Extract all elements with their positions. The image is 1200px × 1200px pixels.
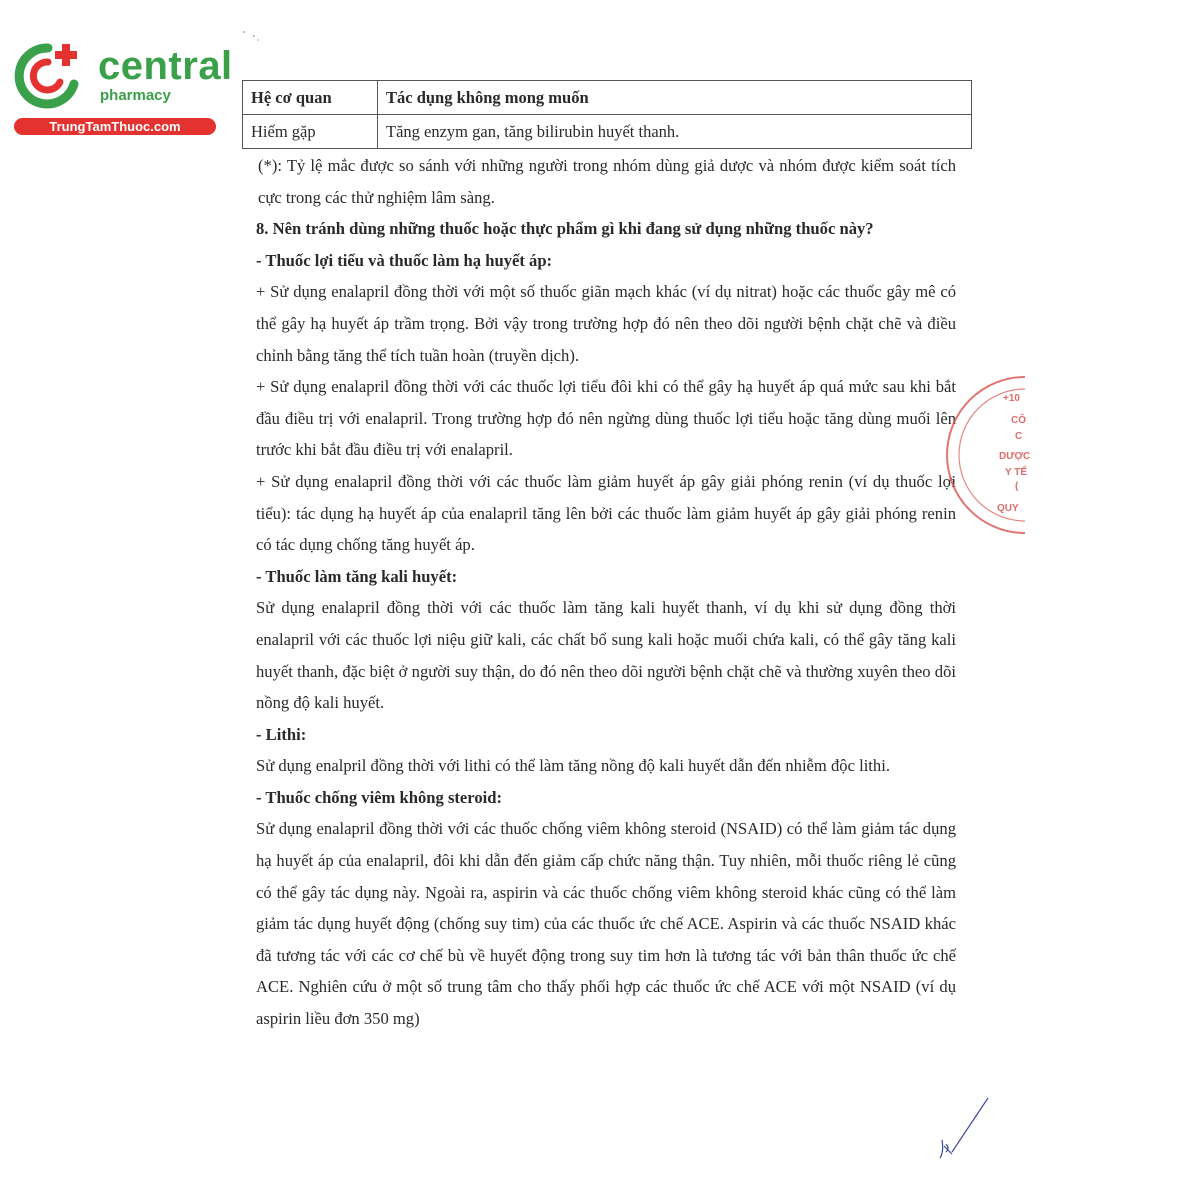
diuretics-heading: - Thuốc lợi tiểu và thuốc làm hạ huyết áp: xyxy=(256,250,553,270)
lithium-heading: - Lithi: xyxy=(256,724,307,744)
diuretics-paragraph-3: + Sử dụng enalapril đồng thời với các thuốc làm giảm huyết áp gây giải phóng renin (ví dụ thuốc lợi tiểu): tác dụng hạ huyết áp của enalapril tăng lên bởi các thuốc làm giảm huyết áp gây giải phóng renin có tác dụng chống tăng huyết áp. xyxy=(256,471,956,555)
red-stamp xyxy=(985,375,1031,535)
central-pharmacy-logo-icon xyxy=(12,40,84,112)
svg-text:+10: +10 xyxy=(1003,393,1020,404)
svg-text:DƯỢC: DƯỢC xyxy=(999,451,1031,462)
table-header-organ: Hệ cơ quan xyxy=(243,81,378,115)
table-header-effects: Tác dụng không mong muốn xyxy=(378,81,972,115)
potassium-paragraph: Sử dụng enalapril đồng thời với các thuốc làm tăng kali huyết thanh, ví dụ khi sử dụng đồng thời enalapril với các thuốc lợi niệu giữ kali, các chất bổ sung kali hoặc muối chứa kali, có thể gây tăng kali huyết thanh, đặc biệt ở người suy thận, do đó nên theo dõi người bệnh chặt chẽ và thường xuyên theo dõi nồng độ kali huyết. xyxy=(256,598,956,713)
table-cell-frequency: Hiếm gặp xyxy=(243,115,378,149)
document-body xyxy=(256,150,956,1035)
adverse-effects-table xyxy=(242,80,972,149)
table-row xyxy=(243,115,972,149)
brand-tagline: pharmacy xyxy=(100,87,171,104)
svg-text:CÔ: CÔ xyxy=(1011,415,1026,426)
diuretics-paragraph-2: + Sử dụng enalapril đồng thời với các thuốc lợi tiểu đôi khi có thể gây hạ huyết áp quá mức sau khi bắt đầu điều trị với enalapril. Trong trường hợp đó nên ngừng dùng thuốc lợi tiểu hoặc tăng dùng muối lên trước khi bắt đầu điều trị với enalapril. xyxy=(256,377,956,460)
diuretics-paragraph-1: + Sử dụng enalapril đồng thời với một số thuốc giãn mạch khác (ví dụ nitrat) hoặc các thuốc gây mê có thể gây hạ huyết áp trầm trọng. Bởi vậy trong trường hợp đó nên theo dõi người bệnh chặt chẽ và điều chỉnh bằng tăng thể tích tuần hoàn (truyền dịch). xyxy=(256,282,956,365)
nsaid-paragraph: Sử dụng enalapril đồng thời với các thuốc chống viêm không steroid (NSAID) có thể làm giảm tác dụng hạ huyết áp của enalapril, đôi khi dẫn đến giảm cấp chức năng thận. Tuy nhiên, mỗi thuốc riêng lẻ cũng có thể gây tác dụng này. Ngoài ra, aspirin và các thuốc chống viêm không steroid khác cũng có thể làm giảm tác dụng huyết động (chống suy tim) của các thuốc ức chế ACE. Aspirin và các thuốc NSAID khác đã tương tác với các cơ chế bù về huyết động trong suy tim hơn là tương tác với bản thân thuốc ức chế ACE. Nghiên cứu ở một số trung tâm cho thấy phối hợp các thuốc ức chế ACE với một NSAID (ví dụ aspirin liều đơn 350 mg) xyxy=(256,819,956,1029)
section-title: 8. Nên tránh dùng những thuốc hoặc thực phẩm gì khi đang sử dụng những thuốc này? xyxy=(256,219,874,239)
brand-name: central xyxy=(98,44,233,88)
svg-text:Y TẾ: Y TẾ xyxy=(1005,467,1028,478)
brand-logo xyxy=(10,36,233,136)
footnote: (*): Tỷ lệ mắc được so sánh với những người trong nhóm dùng giả dược và nhóm được kiểm soát tích cực trong các thử nghiệm lâm sàng. xyxy=(258,156,956,207)
brand-url: TrungTamThuoc.com xyxy=(14,118,216,135)
table-header-row xyxy=(243,81,972,115)
svg-text:C: C xyxy=(1015,431,1023,442)
potassium-heading: - Thuốc làm tăng kali huyết: xyxy=(256,566,458,586)
svg-text:(: ( xyxy=(1015,481,1019,492)
scan-specks xyxy=(240,28,270,48)
signature xyxy=(930,1092,1000,1162)
svg-text:QUY: QUY xyxy=(997,503,1019,514)
lithium-paragraph: Sử dụng enalpril đồng thời với lithi có thể làm tăng nồng độ kali huyết dẫn đến nhiễm độc lithi. xyxy=(256,756,890,776)
document-page xyxy=(242,80,972,149)
nsaid-heading: - Thuốc chống viêm không steroid: xyxy=(256,787,503,807)
table-cell-effect: Tăng enzym gan, tăng bilirubin huyết thanh. xyxy=(378,115,972,149)
